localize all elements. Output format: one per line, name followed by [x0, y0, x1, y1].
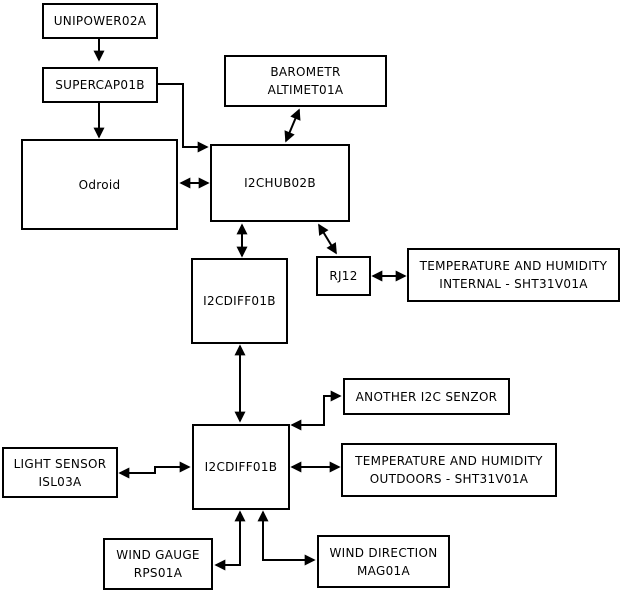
node-label: MAG01A [357, 563, 410, 578]
connector-supercap-i2chub [158, 84, 207, 147]
node-label: SUPERCAP01B [55, 78, 145, 92]
connector-i2chub-rj12 [319, 225, 336, 253]
node-label: RPS01A [133, 566, 183, 580]
node-label: LIGHT SENSOR [13, 456, 107, 471]
node-temp-humidity-internal [407, 248, 620, 302]
connector-lightsensor-i2cdifflower [120, 467, 189, 473]
node-label: UNIPOWER02A [53, 14, 147, 28]
node-i2cdiff01b-upper [191, 258, 288, 344]
node-label: I2CDIFF01B [203, 294, 276, 308]
node-another-i2c-senzor [343, 378, 510, 415]
node-label: TEMPERATURE AND HUMIDITY [419, 259, 608, 273]
node-rj12 [316, 256, 371, 296]
node-label: OUTDOORS - SHT31V01A [369, 472, 529, 486]
node-wind-gauge-rps01a [103, 538, 213, 590]
node-label: WIND DIRECTION [329, 545, 438, 560]
node-i2chub02b [210, 144, 350, 222]
connector-barometer-i2chub [286, 110, 299, 141]
node-label: I2CDIFF01B [204, 460, 278, 474]
node-label: ALTIMET01A [267, 83, 344, 97]
node-i2cdiff01b-lower [192, 424, 290, 510]
node-label: ANOTHER I2C SENZOR [355, 389, 498, 404]
node-light-sensor-isl03a [2, 447, 118, 498]
node-barometr-altimet01a [224, 55, 387, 107]
connector-i2cdifflower-windgauge [216, 512, 240, 565]
node-label: RJ12 [329, 269, 358, 283]
node-label: ISL03A [38, 474, 82, 489]
node-unipower02a [42, 3, 158, 39]
node-label: INTERNAL - SHT31V01A [439, 277, 588, 291]
node-temp-humidity-outdoors [341, 443, 557, 497]
connector-i2cdifflower-winddirection [263, 512, 314, 560]
node-wind-direction-mag01a [317, 535, 450, 588]
node-label: WIND GAUGE [116, 548, 200, 562]
node-label: TEMPERATURE AND HUMIDITY [355, 454, 543, 468]
node-label: I2CHUB02B [244, 176, 316, 190]
node-label: Odroid [78, 177, 121, 192]
node-odroid [21, 139, 178, 230]
connector-i2cdifflower-anothersensor [292, 396, 340, 425]
node-supercap01b [42, 67, 158, 103]
node-label: BAROMETR [270, 65, 341, 79]
